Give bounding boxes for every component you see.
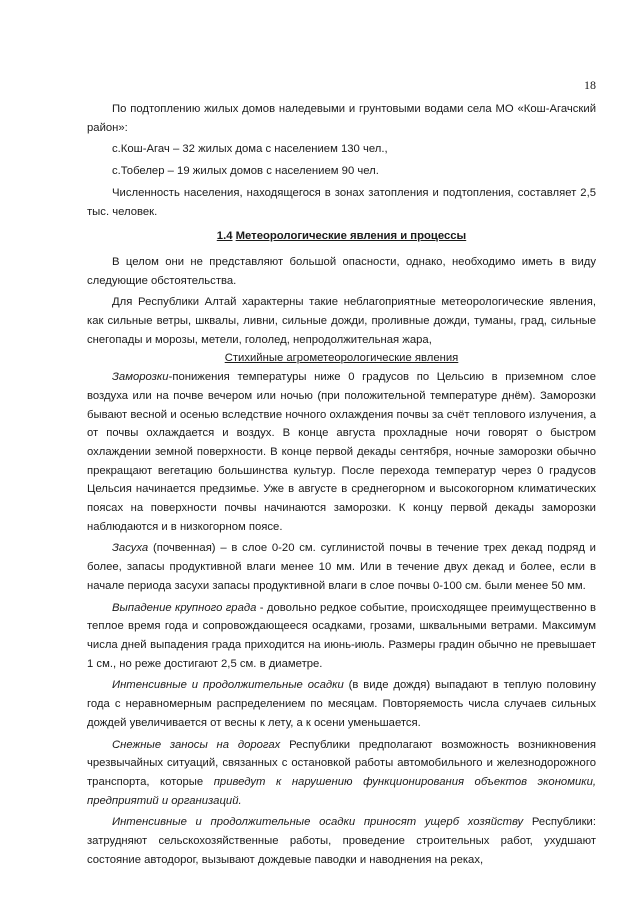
text-snow: Республики предполагают возможность возникновения чрезвычайных ситуаций, связанных с остановкой работы автомобильного и железнодорожного транспорта, которые [87,738,596,788]
text-frost: -понижения температуры ниже 0 градусов по Цельсию в приземном слое воздуха или на почве вечером или ночью (при положительной температуре днём). Заморозки бывают весной и осенью вследствие ночного охлаждения почвы за счёт теплового излучения, а от почвы охлаждается и воздух. В конце августа прохладные ночи говорят о быстром охлаждении земной поверхности. В конце первой декады сентября, ночные заморозки обычно прекращают вегетацию большинства культур. После перехода температур через 0 градусов Цельсия начинается предзимье. Уже в августе в среднегорном и высокогорном климатических поясах на поверхности почвы начинаются заморозки. К концу первой декады заморозки наблюдаются и в низкогорном поясе. [87,371,596,533]
text-drought: (почвенная) – в слое 0-20 см. суглинистой почвы в течение трех декад подряд и более, запасы продуктивной влаги менее 10 мм. Или в течение двух декад и более, если в начале периода засухи запасы продуктивной влаги в слое почвы 0-100 см. были менее 50 мм. [87,542,596,592]
section-title: Метеорологические явления и процессы [235,230,467,243]
paragraph-snow [87,736,596,811]
text-damage: Республики: затрудняют сельскохозяйственные работы, проведение строительных работ, ухудшают состояние автодорог, вызывают дождевые паводки и наводнения на реках, [87,816,596,866]
subsection-heading: Стихийные агрометеорологические явления [224,352,459,365]
paragraph-damage [87,813,596,869]
paragraph-hail [87,599,596,674]
section-number: 1.4 [216,230,233,243]
text-rain: (в виде дождя) выпадают в теплую половину года с неравномерным распределением по месяцам. Повторяемость числа случаев сильных дождей увеличивается от весны к лету, а к осени уменьшается. [87,679,596,729]
paragraph-drought [87,539,596,595]
paragraph-general: В целом они не представляют большой опасности, однако, необходимо иметь в виду следующие обстоятельства. [87,255,596,287]
term-hail: Выпадение крупного града [112,601,257,614]
document-body [87,100,596,869]
text-hail: - довольно редкое событие, происходящее преимущественно в теплое время года и сопровождающееся осадками, грозами, шквальными ветрами. Максимум числа дней выпадения града приходится на июнь-июль. Размеры градин обычно не превышает 1 см., но реже достигают 2,5 см. в диаметре. [87,601,597,670]
flood-item-kosh-agach: с.Кош-Агач – 32 жилых дома с населением 130 чел., [112,143,388,156]
population-paragraph: Численность населения, находящегося в зонах затопления и подтопления, составляет 2,5 тыс. человек. [87,186,596,218]
paragraph-rain [87,676,596,732]
flood-heading: По подтоплению жилых домов наледевыми и грунтовыми водами села МО «Кош-Агачский район»: [87,103,596,134]
section-heading [87,227,596,246]
term-drought: Засуха [112,542,149,555]
paragraph-frost [87,368,596,536]
page-number: 18 [584,78,596,92]
text-snow-tail: приведут к нарушению функционирования объектов экономики, предприятий и организаций. [87,775,596,807]
term-rain: Интенсивные и продолжительные осадки [112,679,344,692]
flood-item-tobeler: с.Тобелер – 19 жилых домов с населением 90 чел. [112,165,379,178]
term-snow: Снежные заносы на дорогах [112,738,281,751]
term-frost: Заморозки [112,371,169,384]
term-damage: Интенсивные и продолжительные осадки приносят ущерб хозяйству [112,816,524,829]
paragraph-phenomena: Для Республики Алтай характерны такие неблагоприятные метеорологические явления, как сильные ветры, шквалы, ливни, сильные дожди, проливные дожди, туманы, град, сильные снегопады и морозы, метели, гололед, непродолжительная жара, [87,296,596,346]
